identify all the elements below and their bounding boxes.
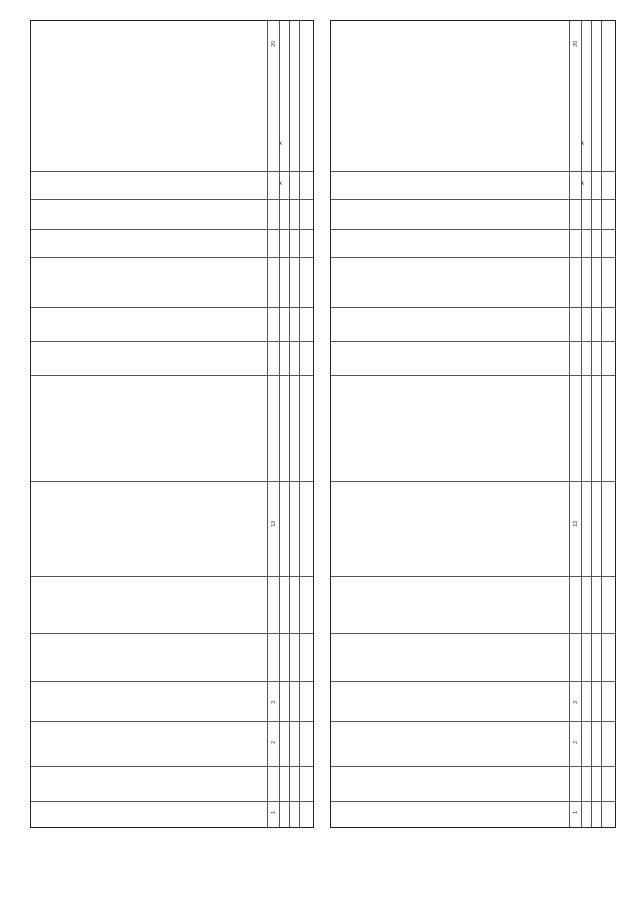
formula	[169, 401, 179, 476]
not-applicable-mark: x	[581, 181, 584, 187]
column-number: 2	[271, 741, 277, 744]
column-number: 13	[573, 521, 579, 527]
divider	[31, 721, 313, 722]
divider	[331, 171, 615, 172]
not-applicable-mark: x	[279, 141, 282, 147]
column-number: 20	[271, 41, 277, 47]
divider	[331, 633, 615, 634]
divider	[331, 801, 615, 802]
divider	[331, 307, 615, 308]
row-code	[603, 721, 611, 741]
divider	[31, 681, 313, 682]
region-header	[151, 781, 171, 821]
column-number: 2	[573, 741, 579, 744]
divider	[601, 21, 602, 827]
divider	[31, 481, 313, 482]
section-1-title	[22, 40, 29, 890]
formula	[469, 283, 479, 305]
divider	[331, 681, 615, 682]
divider	[31, 257, 313, 258]
table-2	[330, 20, 616, 828]
formula	[169, 283, 179, 305]
column-number: 20	[573, 41, 579, 47]
table-1	[30, 20, 314, 828]
divider	[31, 633, 313, 634]
row-code	[291, 721, 299, 741]
divider	[331, 721, 615, 722]
column-number: 1	[573, 811, 579, 814]
column-number: 13	[271, 521, 277, 527]
divider	[31, 576, 313, 577]
row-code	[583, 721, 591, 741]
divider	[31, 199, 313, 200]
divider	[591, 21, 592, 827]
divider	[331, 481, 615, 482]
divider	[331, 199, 615, 200]
formula	[469, 176, 479, 198]
row-code	[301, 721, 309, 741]
column-number: 3	[271, 701, 277, 704]
divider	[31, 375, 313, 376]
row-code	[593, 721, 601, 741]
not-applicable-mark: x	[279, 181, 282, 187]
form-reference	[6, 14, 20, 134]
divider	[331, 766, 615, 767]
divider	[331, 341, 615, 342]
divider	[289, 21, 290, 827]
section-2-title	[321, 40, 328, 890]
formula	[169, 176, 179, 198]
divider	[569, 21, 570, 827]
divider	[31, 171, 313, 172]
divider	[31, 766, 313, 767]
divider	[331, 576, 615, 577]
code-header	[451, 733, 471, 763]
code-header	[151, 733, 171, 763]
divider	[331, 257, 615, 258]
region-header	[451, 781, 471, 821]
divider	[31, 341, 313, 342]
divider	[267, 21, 268, 827]
divider	[331, 375, 615, 376]
not-applicable-mark: x	[581, 141, 584, 147]
divider	[31, 307, 313, 308]
column-number: 3	[573, 701, 579, 704]
divider	[331, 229, 615, 230]
column-number: 1	[271, 811, 277, 814]
formula	[469, 401, 479, 476]
divider	[31, 801, 313, 802]
row-code	[281, 721, 289, 741]
divider	[299, 21, 300, 827]
divider	[31, 229, 313, 230]
